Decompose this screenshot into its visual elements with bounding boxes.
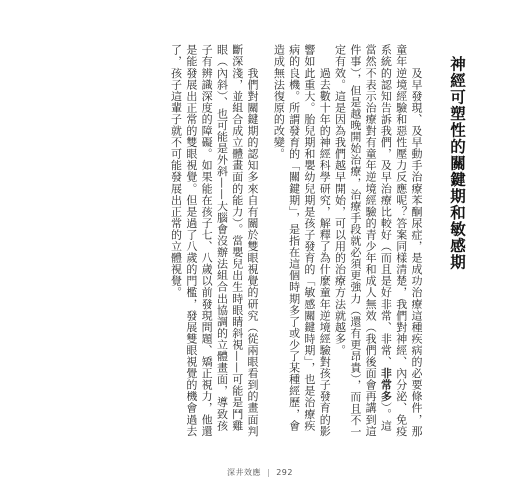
paragraph-text: 過去數十年的神經科學研究，解釋了為什麼童年逆境經驗對孩子發育的影響如此重大。胎兒期和嬰幼兒期是孩子發育的「敏感關鍵時期」，也是治療疾病的良機。所謂發育的「關鍵期」，是指在這個時期多了或少了某種經歷，會造成無法復原的改變。 (272, 44, 332, 437)
page-number: 292 (276, 468, 293, 477)
body-text (157, 44, 424, 440)
paragraph-text: 及早發現、及早動手治療苯酮尿症，是成功治療這種疾病的必要條件，那童年逆境經驗和惡性壓力反應呢？答案同樣清楚，我們對神經、內分泌、免疫系統的認知告訴我們，及早治療比較好（而且是好非常、非常、 (379, 44, 423, 437)
section-title: 神經可塑性的關鍵期和敏感期 (448, 56, 466, 271)
running-footer (0, 467, 520, 478)
paragraph-text: 我們對關鍵期的認知多來自有關於雙眼視覺的研究（從兩眼看到的畫面判斷深淺，並組合成立體畫面的能力）。當嬰兒出生時眼睛斜視——可能是鬥雞眼（內斜）、也可能是外斜——大腦會沒辦法組合出協調的立體畫面，導致孩子有辨識深度的障礙。如果能在孩子七、八歲以前發現問題、矯正視力，他還是能發展出正常的雙眼視覺。但是過了八歲的門檻，發展雙眼視覺的機會過去了，孩子這輩子就不可能發展出正常的立體視覺。 (169, 44, 260, 437)
body-paragraph (332, 44, 424, 440)
paragraph-text: ）。這當然不表示治療對有童年逆境經驗的青少年和成人無效（我們後面會再講到這件事），但是越晚開始治療，治療手段就必須更強力（還有更昂貴），而且不一定有效。這是因為我們越早開始，可以用的治療方法就越多。 (333, 44, 393, 438)
emphasis-text: 非常多 (379, 367, 393, 403)
body-paragraph (271, 44, 332, 440)
footer-separator: | (267, 468, 271, 477)
footer-book-title: 深井效應 (227, 468, 261, 477)
body-paragraph (168, 44, 260, 440)
